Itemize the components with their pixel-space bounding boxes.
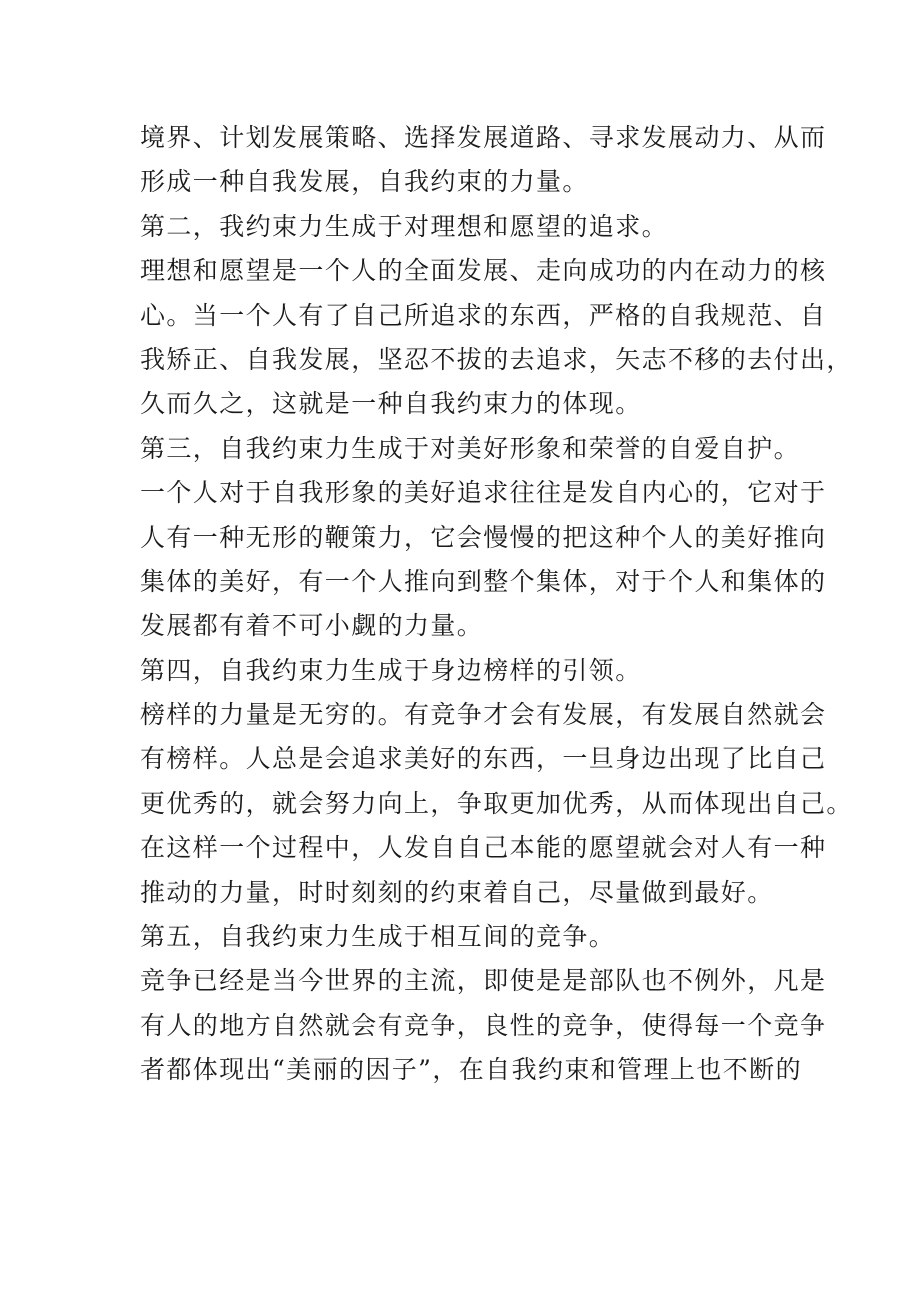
text-line: 我矫正、自我发展，坚忍不拔的去追求，矢志不移的去付出， — [140, 344, 853, 374]
text-line: 在这样一个过程中，人发自自己本能的愿望就会对人有一种 — [140, 833, 827, 863]
text-line: 心。当一个人有了自己所追求的东西，严格的自我规范、自 — [140, 300, 827, 330]
section-heading-2: 第二，我约束力生成于对理想和愿望的追求。 — [140, 211, 669, 241]
text-line: 有榜样。人总是会追求美好的东西，一旦身边出现了比自己 — [140, 744, 827, 774]
text-line: 集体的美好，有一个人推向到整个集体，对于个人和集体的 — [140, 566, 827, 596]
section-heading-3: 第三，自我约束力生成于对美好形象和荣誉的自爱自护。 — [140, 433, 801, 463]
section-heading-5: 第五，自我约束力生成于相互间的竞争。 — [140, 922, 616, 952]
text-line: 人有一种无形的鞭策力，它会慢慢的把这种个人的美好推向 — [140, 522, 827, 552]
text-line: 者都体现出“美丽的因子”，在自我约束和管理上也不断的 — [140, 1055, 802, 1085]
text-line: 久而久之，这就是一种自我约束力的体现。 — [140, 389, 642, 419]
text-line: 理想和愿望是一个人的全面发展、走向成功的内在动力的核 — [140, 256, 827, 286]
text-line: 一个人对于自我形象的美好追求往往是发自内心的，它对于 — [140, 478, 827, 508]
text-line: 形成一种自我发展，自我约束的力量。 — [140, 167, 589, 197]
text-line: 有人的地方自然就会有竞争，良性的竞争，使得每一个竞争 — [140, 1010, 827, 1040]
text-line: 推动的力量，时时刻刻的约束着自己，尽量做到最好。 — [140, 877, 774, 907]
section-heading-4: 第四，自我约束力生成于身边榜样的引领。 — [140, 655, 642, 685]
text-line: 更优秀的，就会努力向上，争取更加优秀，从而体现出自己。 — [140, 788, 853, 818]
body-text — [140, 116, 853, 1093]
text-line: 发展都有着不可小觑的力量。 — [140, 611, 484, 641]
text-line: 竞争已经是当今世界的主流，即使是是部队也不例外，凡是 — [140, 966, 827, 996]
text-line: 榜样的力量是无穷的。有竞争才会有发展，有发展自然就会 — [140, 700, 827, 730]
text-line: 境界、计划发展策略、选择发展道路、寻求发展动力、从而 — [140, 123, 827, 152]
